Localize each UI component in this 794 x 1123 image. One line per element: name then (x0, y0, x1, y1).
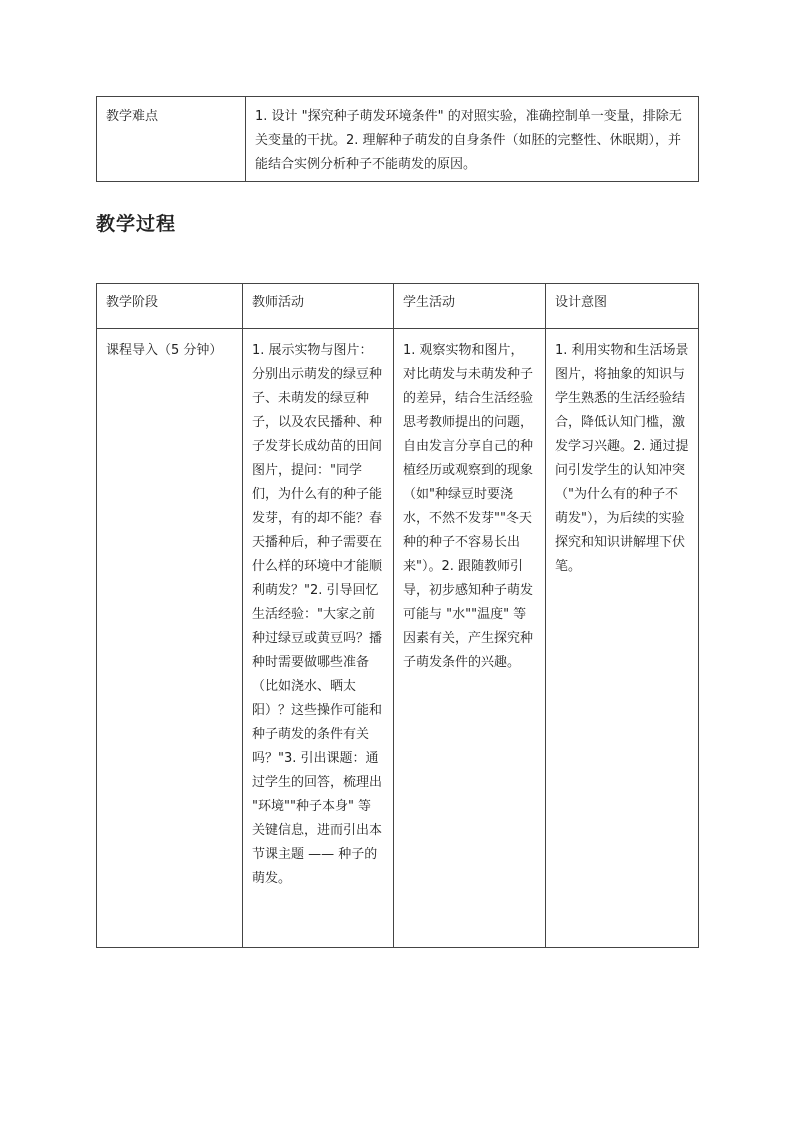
header-teacher-activity: 教师活动 (243, 284, 394, 329)
difficulty-content: 1. 设计 "探究种子萌发环境条件" 的对照实验，准确控制单一变量，排除无关变量的干扰。2. 理解种子萌发的自身条件（如胚的完整性、休眠期），并能结合实例分析种子不能萌发的原因。 (246, 97, 699, 182)
section-title: 教学过程 (96, 213, 177, 235)
cell-design-intent: 1. 利用实物和生活场景图片，将抽象的知识与学生熟悉的生活经验结合，降低认知门槛，激发学习兴趣。2. 通过提问引发学生的认知冲突（"为什么有的种子不萌发"），为后续的实验探究和知识讲解埋下伏笔。 (546, 329, 699, 948)
difficulty-label: 教学难点 (97, 97, 246, 182)
table-header-row (97, 284, 699, 329)
cell-teacher-activity: 1. 展示实物与图片：分别出示萌发的绿豆种子、未萌发的绿豆种子，以及农民播种、种子发芽长成幼苗的田间图片，提问："同学们，为什么有的种子能发芽，有的却不能？春天播种后，种子需要在什么样的环境中才能顺利萌发？"2. 引导回忆生活经验："大家之前种过绿豆或黄豆吗？播种时需要做哪些准备（比如浇水、晒太阳）？这些操作可能和种子萌发的条件有关吗？"3. 引出课题：通过学生的回答，梳理出 "环境""种子本身" 等关键信息，进而引出本节课主题 —— 种子的萌发。 (243, 329, 394, 948)
header-student-activity: 学生活动 (394, 284, 546, 329)
header-design-intent: 设计意图 (546, 284, 699, 329)
table-row (97, 97, 699, 182)
teaching-difficulty-table (96, 96, 699, 182)
header-stage: 教学阶段 (97, 284, 243, 329)
cell-stage: 课程导入（5 分钟） (97, 329, 243, 948)
teaching-process-table (96, 283, 699, 948)
table-row (97, 329, 699, 948)
cell-student-activity: 1. 观察实物和图片，对比萌发与未萌发种子的差异，结合生活经验思考教师提出的问题，自由发言分享自己的种植经历或观察到的现象（如"种绿豆时要浇水，不然不发芽""冬天种的种子不容易长出来"）。2. 跟随教师引导，初步感知种子萌发可能与 "水""温度" 等因素有关，产生探究种子萌发条件的兴趣。 (394, 329, 546, 948)
